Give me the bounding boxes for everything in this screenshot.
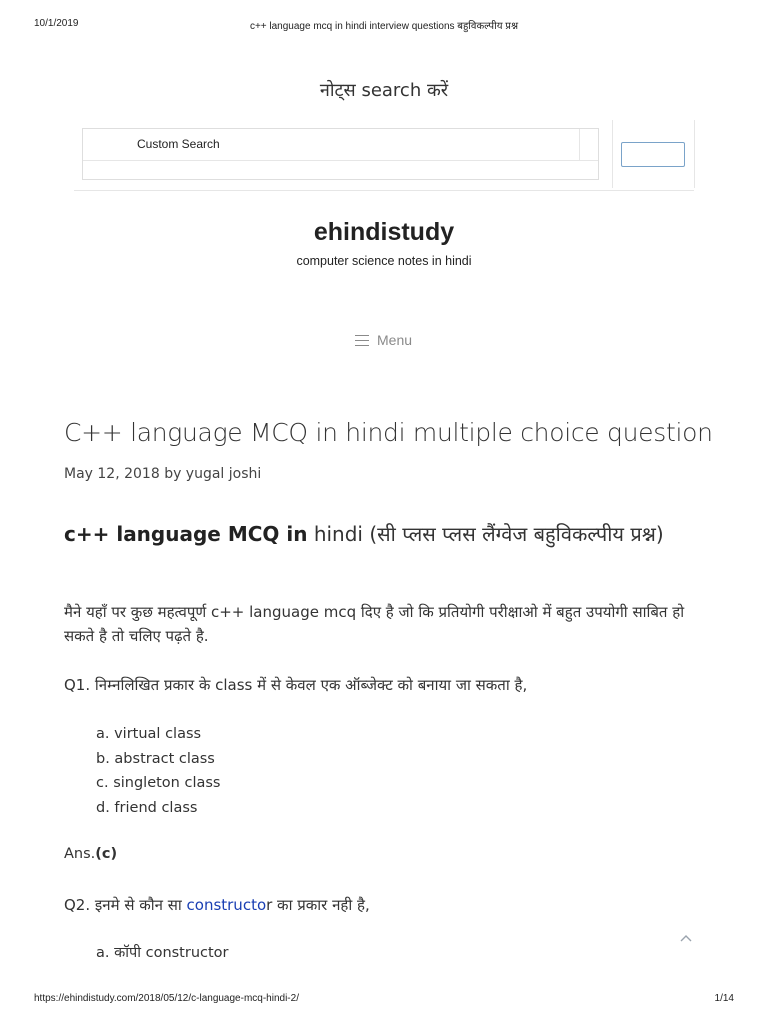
search-button[interactable] (621, 142, 685, 167)
search-button-container (612, 120, 695, 188)
print-footer (34, 993, 734, 1007)
answer-value: (c) (95, 846, 118, 862)
print-doc-title: c++ language mcq in hindi interview questions बहुविकल्पीय प्रश्न (249, 21, 519, 32)
article-meta: May 12, 2018 by yugal joshi (64, 466, 262, 482)
site-title[interactable]: ehindistudy (313, 218, 455, 246)
list-item: d. friend class (96, 799, 198, 816)
article-body (64, 520, 704, 961)
print-date: 10/1/2019 (34, 18, 79, 29)
print-header (34, 18, 734, 32)
search-divider (579, 129, 580, 160)
answer-prefix: Ans. (64, 846, 96, 862)
article-heading (64, 520, 704, 548)
question-2-options (96, 941, 229, 966)
article-intro: मैने यहाँ पर कुछ महत्वपूर्ण c++ language mcq दिए है जो कि प्रतियोगी परीक्षाओ में बहुत उपयोगी साबित हो सकते है तो चलिए पढ़ते है. (64, 603, 685, 645)
article-heading-rest: hindi (सी प्लस प्लस लैंग्वेज बहुविकल्पीय प्रश्न) (307, 522, 664, 546)
question-1: Q1. निम्नलिखित प्रकार के class में से केवल एक ऑब्जेक्ट को बनाया जा सकता है, (64, 676, 528, 694)
question-2-text-before: Q2. इनमे से कौन सा (64, 896, 187, 914)
list-item: c. singleton class (96, 775, 221, 791)
list-item: a. कॉपी constructor (96, 945, 229, 961)
search-heading: नोट्स search करें (319, 80, 449, 101)
print-page-number: 1/14 (714, 993, 734, 1004)
scroll-to-top-button[interactable] (678, 930, 694, 944)
chevron-up-icon (678, 931, 694, 945)
menu-toggle-button[interactable] (355, 330, 412, 350)
search-input-row (83, 129, 598, 161)
hamburger-menu-icon (355, 335, 369, 346)
list-item: a. virtual class (96, 726, 202, 742)
constructor-link[interactable]: constructo (186, 896, 267, 914)
search-input[interactable] (137, 137, 517, 151)
list-item: b. abstract class (96, 750, 215, 767)
custom-search-widget (74, 120, 694, 191)
question-2-text-after: r का प्रकार नही है, (266, 896, 370, 914)
question-2 (64, 894, 370, 916)
print-url: https://ehindistudy.com/2018/05/12/c-language-mcq-hindi-2/ (34, 993, 299, 1004)
question-1-answer (64, 846, 117, 862)
site-tagline: computer science notes in hindi (296, 254, 472, 268)
search-input-container (74, 120, 613, 188)
search-box (82, 128, 599, 180)
menu-label: Menu (377, 332, 413, 348)
article-title: C++ language MCQ in hindi multiple choice question (64, 418, 713, 447)
question-1-options (96, 722, 220, 820)
article-heading-bold: c++ language MCQ in (64, 522, 308, 546)
